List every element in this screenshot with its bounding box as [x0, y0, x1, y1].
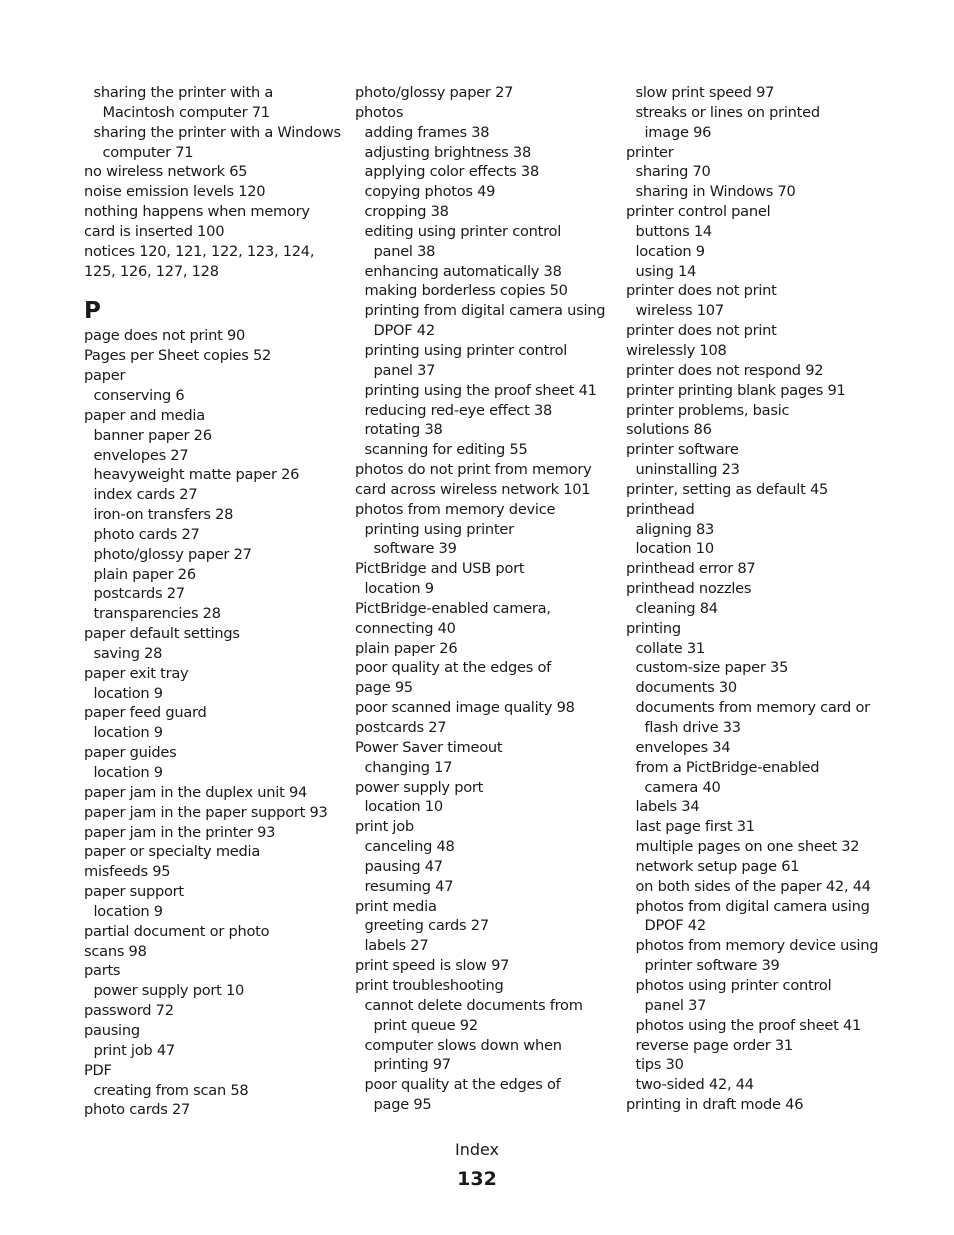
index-entry: print media [355, 897, 437, 915]
index-subentry: adjusting brightness 38 [364, 143, 531, 161]
index-column-3 [626, 83, 888, 1115]
index-subentry: software 39 [373, 540, 457, 558]
index-subentry: conserving 6 [93, 386, 185, 404]
index-entry: paper guides [84, 744, 177, 762]
index-entry: Pages per Sheet copies 52 [84, 347, 272, 365]
index-subentry: image 96 [644, 123, 712, 141]
index-subentry: labels 34 [635, 798, 700, 816]
index-subentry: documents from memory card or [635, 699, 870, 717]
index-subentry: location 9 [93, 764, 163, 781]
index-entry: parts [84, 962, 121, 980]
index-entry: print speed is slow 97 [355, 957, 510, 975]
index-subentry: sharing 70 [635, 163, 711, 181]
index-subentry: scanning for editing 55 [364, 441, 528, 459]
index-entry: postcards 27 [355, 719, 447, 736]
index-subentry: photos using the proof sheet 41 [635, 1016, 862, 1034]
index-subentry: envelopes 34 [635, 738, 731, 756]
index-subentry: reducing red-eye effect 38 [364, 401, 553, 419]
index-entry: connecting 40 [355, 619, 456, 637]
index-subentry: two-sided 42, 44 [635, 1076, 754, 1094]
index-entry: plain paper 26 [355, 639, 458, 657]
index-subentry: sharing in Windows 70 [635, 183, 796, 201]
index-entry: printing [626, 619, 681, 637]
index-entry: paper jam in the duplex unit 94 [84, 783, 308, 801]
index-subentry: iron-on transfers 28 [93, 506, 234, 524]
index-subentry: printing 97 [373, 1056, 451, 1074]
index-subentry: resuming 47 [364, 877, 454, 895]
index-subentry: making borderless copies 50 [364, 282, 568, 300]
index-subentry: custom-size paper 35 [635, 659, 789, 677]
index-subentry: heavyweight matte paper 26 [93, 466, 300, 484]
index-subentry: transparencies 28 [93, 605, 221, 623]
index-subentry: DPOF 42 [644, 917, 706, 935]
index-entry: pausing [84, 1021, 140, 1039]
index-subentry: adding frames 38 [364, 123, 490, 141]
index-subentry: network setup page 61 [635, 857, 800, 875]
index-subentry: buttons 14 [635, 222, 712, 240]
index-subentry: copying photos 49 [364, 183, 496, 201]
index-subentry: printing using printer control [364, 341, 568, 359]
index-entry: notices 120, 121, 122, 123, 124, [84, 242, 315, 260]
index-entry: photos [355, 103, 404, 121]
index-entry: printer does not print [626, 322, 777, 340]
index-entry: noise emission levels 120 [84, 183, 266, 201]
index-subentry: flash drive 33 [644, 719, 741, 736]
index-entry: photo/glossy paper 27 [355, 84, 514, 101]
index-subentry: rotating 38 [364, 421, 443, 439]
index-entry: 125, 126, 127, 128 [84, 262, 219, 280]
index-subentry: photo/glossy paper 27 [93, 545, 252, 563]
index-subentry: poor quality at the edges of [364, 1076, 561, 1094]
index-entry: printer printing blank pages 91 [626, 381, 846, 399]
index-entry: printer control panel [626, 203, 771, 221]
index-subentry: documents 30 [635, 679, 737, 697]
index-subentry: camera 40 [644, 778, 721, 796]
index-entry: printing in draft mode 46 [626, 1096, 804, 1114]
index-subentry: print job 47 [93, 1041, 175, 1059]
index-entry: printer problems, basic [626, 401, 790, 419]
index-entry: printer does not respond 92 [626, 361, 824, 379]
index-subentry: print queue 92 [373, 1016, 478, 1034]
index-entry: PDF [84, 1061, 112, 1079]
index-entry: paper [84, 367, 126, 385]
index-entry: print troubleshooting [355, 976, 504, 994]
index-subentry: saving 28 [93, 644, 163, 662]
index-entry: scans 98 [84, 942, 147, 960]
index-subentry: wireless 107 [635, 302, 724, 320]
index-entry: partial document or photo [84, 922, 270, 940]
index-subentry: location 10 [635, 540, 714, 558]
index-subentry: cannot delete documents from [364, 996, 583, 1014]
index-subentry: location 9 [93, 902, 163, 920]
index-entry: printer does not print [626, 282, 777, 300]
index-subentry: enhancing automatically 38 [364, 262, 562, 280]
index-entry: printhead [626, 500, 695, 518]
index-subentry: photos from digital camera using [635, 897, 870, 915]
index-entry: poor scanned image quality 98 [355, 699, 575, 717]
index-entry: power supply port [355, 778, 484, 796]
index-subentry: last page first 31 [635, 818, 755, 836]
index-subentry: banner paper 26 [93, 426, 212, 444]
footer-section-title: Index [454, 1140, 500, 1159]
index-entry: photos do not print from memory [355, 461, 592, 479]
index-entry: misfeeds 95 [84, 863, 171, 881]
index-entry: paper jam in the paper support 93 [84, 803, 328, 821]
index-entry: card across wireless network 101 [355, 480, 591, 498]
index-entry: printer, setting as default 45 [626, 480, 829, 498]
index-subentry: tips 30 [635, 1056, 684, 1074]
index-subentry: photo cards 27 [93, 525, 200, 543]
index-column-2 [355, 83, 617, 1115]
index-subentry: power supply port 10 [93, 982, 245, 1000]
index-subentry: location 9 [635, 242, 705, 260]
index-entry: solutions 86 [626, 421, 712, 439]
index-subentry: location 9 [364, 580, 434, 598]
index-subentry: printing using printer [364, 520, 514, 538]
index-subentry: aligning 83 [635, 520, 715, 538]
index-entry: page 95 [355, 679, 413, 697]
index-subentry: collate 31 [635, 639, 705, 657]
footer-page-number: 132 [457, 1168, 497, 1190]
index-subentry: creating from scan 58 [93, 1081, 249, 1099]
index-subentry: DPOF 42 [373, 322, 435, 340]
index-subentry: canceling 48 [364, 838, 455, 856]
index-subentry: computer 71 [102, 143, 194, 161]
index-subentry: slow print speed 97 [635, 84, 775, 101]
index-column-1 [84, 83, 346, 1120]
index-subentry: labels 27 [364, 937, 429, 955]
index-subentry: panel 37 [644, 996, 707, 1014]
index-entry: paper exit tray [84, 664, 189, 682]
index-subentry: panel 37 [373, 361, 436, 379]
index-subentry: pausing 47 [364, 857, 443, 875]
index-subentry: location 9 [93, 684, 163, 702]
index-subentry: printing from digital camera using [364, 302, 606, 320]
index-subentry: printer software 39 [644, 957, 780, 975]
index-entry: paper jam in the printer 93 [84, 823, 276, 841]
index-subentry: changing 17 [364, 758, 453, 776]
index-entry: photos from memory device [355, 500, 556, 518]
index-entry: PictBridge-enabled camera, [355, 599, 551, 617]
index-entry: paper support [84, 883, 184, 901]
index-subentry: cropping 38 [364, 203, 449, 221]
index-subentry: Macintosh computer 71 [102, 103, 270, 121]
index-subentry: postcards 27 [93, 585, 185, 603]
index-subentry: multiple pages on one sheet 32 [635, 838, 860, 856]
section-letter-heading: P [84, 298, 101, 325]
index-subentry: envelopes 27 [93, 446, 189, 464]
index-entry: page does not print 90 [84, 327, 246, 345]
index-subentry: panel 38 [373, 242, 436, 260]
index-entry: photo cards 27 [84, 1101, 191, 1119]
index-entry: paper or specialty media [84, 843, 261, 861]
index-entry: nothing happens when memory [84, 203, 310, 221]
index-subentry: on both sides of the paper 42, 44 [635, 877, 871, 895]
index-subentry: printing using the proof sheet 41 [364, 381, 597, 399]
index-entry: card is inserted 100 [84, 222, 225, 240]
index-entry: print job [355, 818, 414, 836]
index-subentry: plain paper 26 [93, 565, 196, 583]
index-entry: paper default settings [84, 625, 240, 643]
index-subentry: location 10 [364, 798, 443, 816]
index-subentry: from a PictBridge-enabled [635, 758, 820, 776]
index-entry: poor quality at the edges of [355, 659, 552, 677]
index-entry: printhead nozzles [626, 580, 752, 598]
index-subentry: editing using printer control [364, 222, 562, 240]
index-entry: paper and media [84, 406, 205, 424]
index-entry: Power Saver timeout [355, 738, 503, 756]
index-subentry: index cards 27 [93, 486, 198, 504]
index-subentry: uninstalling 23 [635, 461, 740, 479]
index-entry: printer [626, 143, 674, 161]
index-entry: PictBridge and USB port [355, 560, 525, 578]
index-entry: password 72 [84, 1002, 174, 1020]
index-subentry: photos from memory device using [635, 937, 879, 955]
index-subentry: sharing the printer with a Windows [93, 123, 341, 141]
index-entry: printer software [626, 441, 739, 459]
index-entry: no wireless network 65 [84, 163, 248, 181]
index-entry: paper feed guard [84, 704, 207, 722]
index-subentry: sharing the printer with a [93, 84, 274, 101]
index-subentry: cleaning 84 [635, 599, 718, 617]
index-subentry: computer slows down when [364, 1036, 562, 1054]
index-subentry: streaks or lines on printed [635, 103, 820, 121]
index-entry: printhead error 87 [626, 560, 756, 578]
index-subentry: reverse page order 31 [635, 1036, 793, 1054]
index-entry: wirelessly 108 [626, 341, 727, 359]
index-subentry: greeting cards 27 [364, 917, 489, 935]
index-subentry: applying color effects 38 [364, 163, 539, 181]
index-subentry: using 14 [635, 262, 697, 280]
index-subentry: photos using printer control [635, 976, 832, 994]
index-subentry: location 9 [93, 724, 163, 742]
index-subentry: page 95 [373, 1096, 432, 1114]
